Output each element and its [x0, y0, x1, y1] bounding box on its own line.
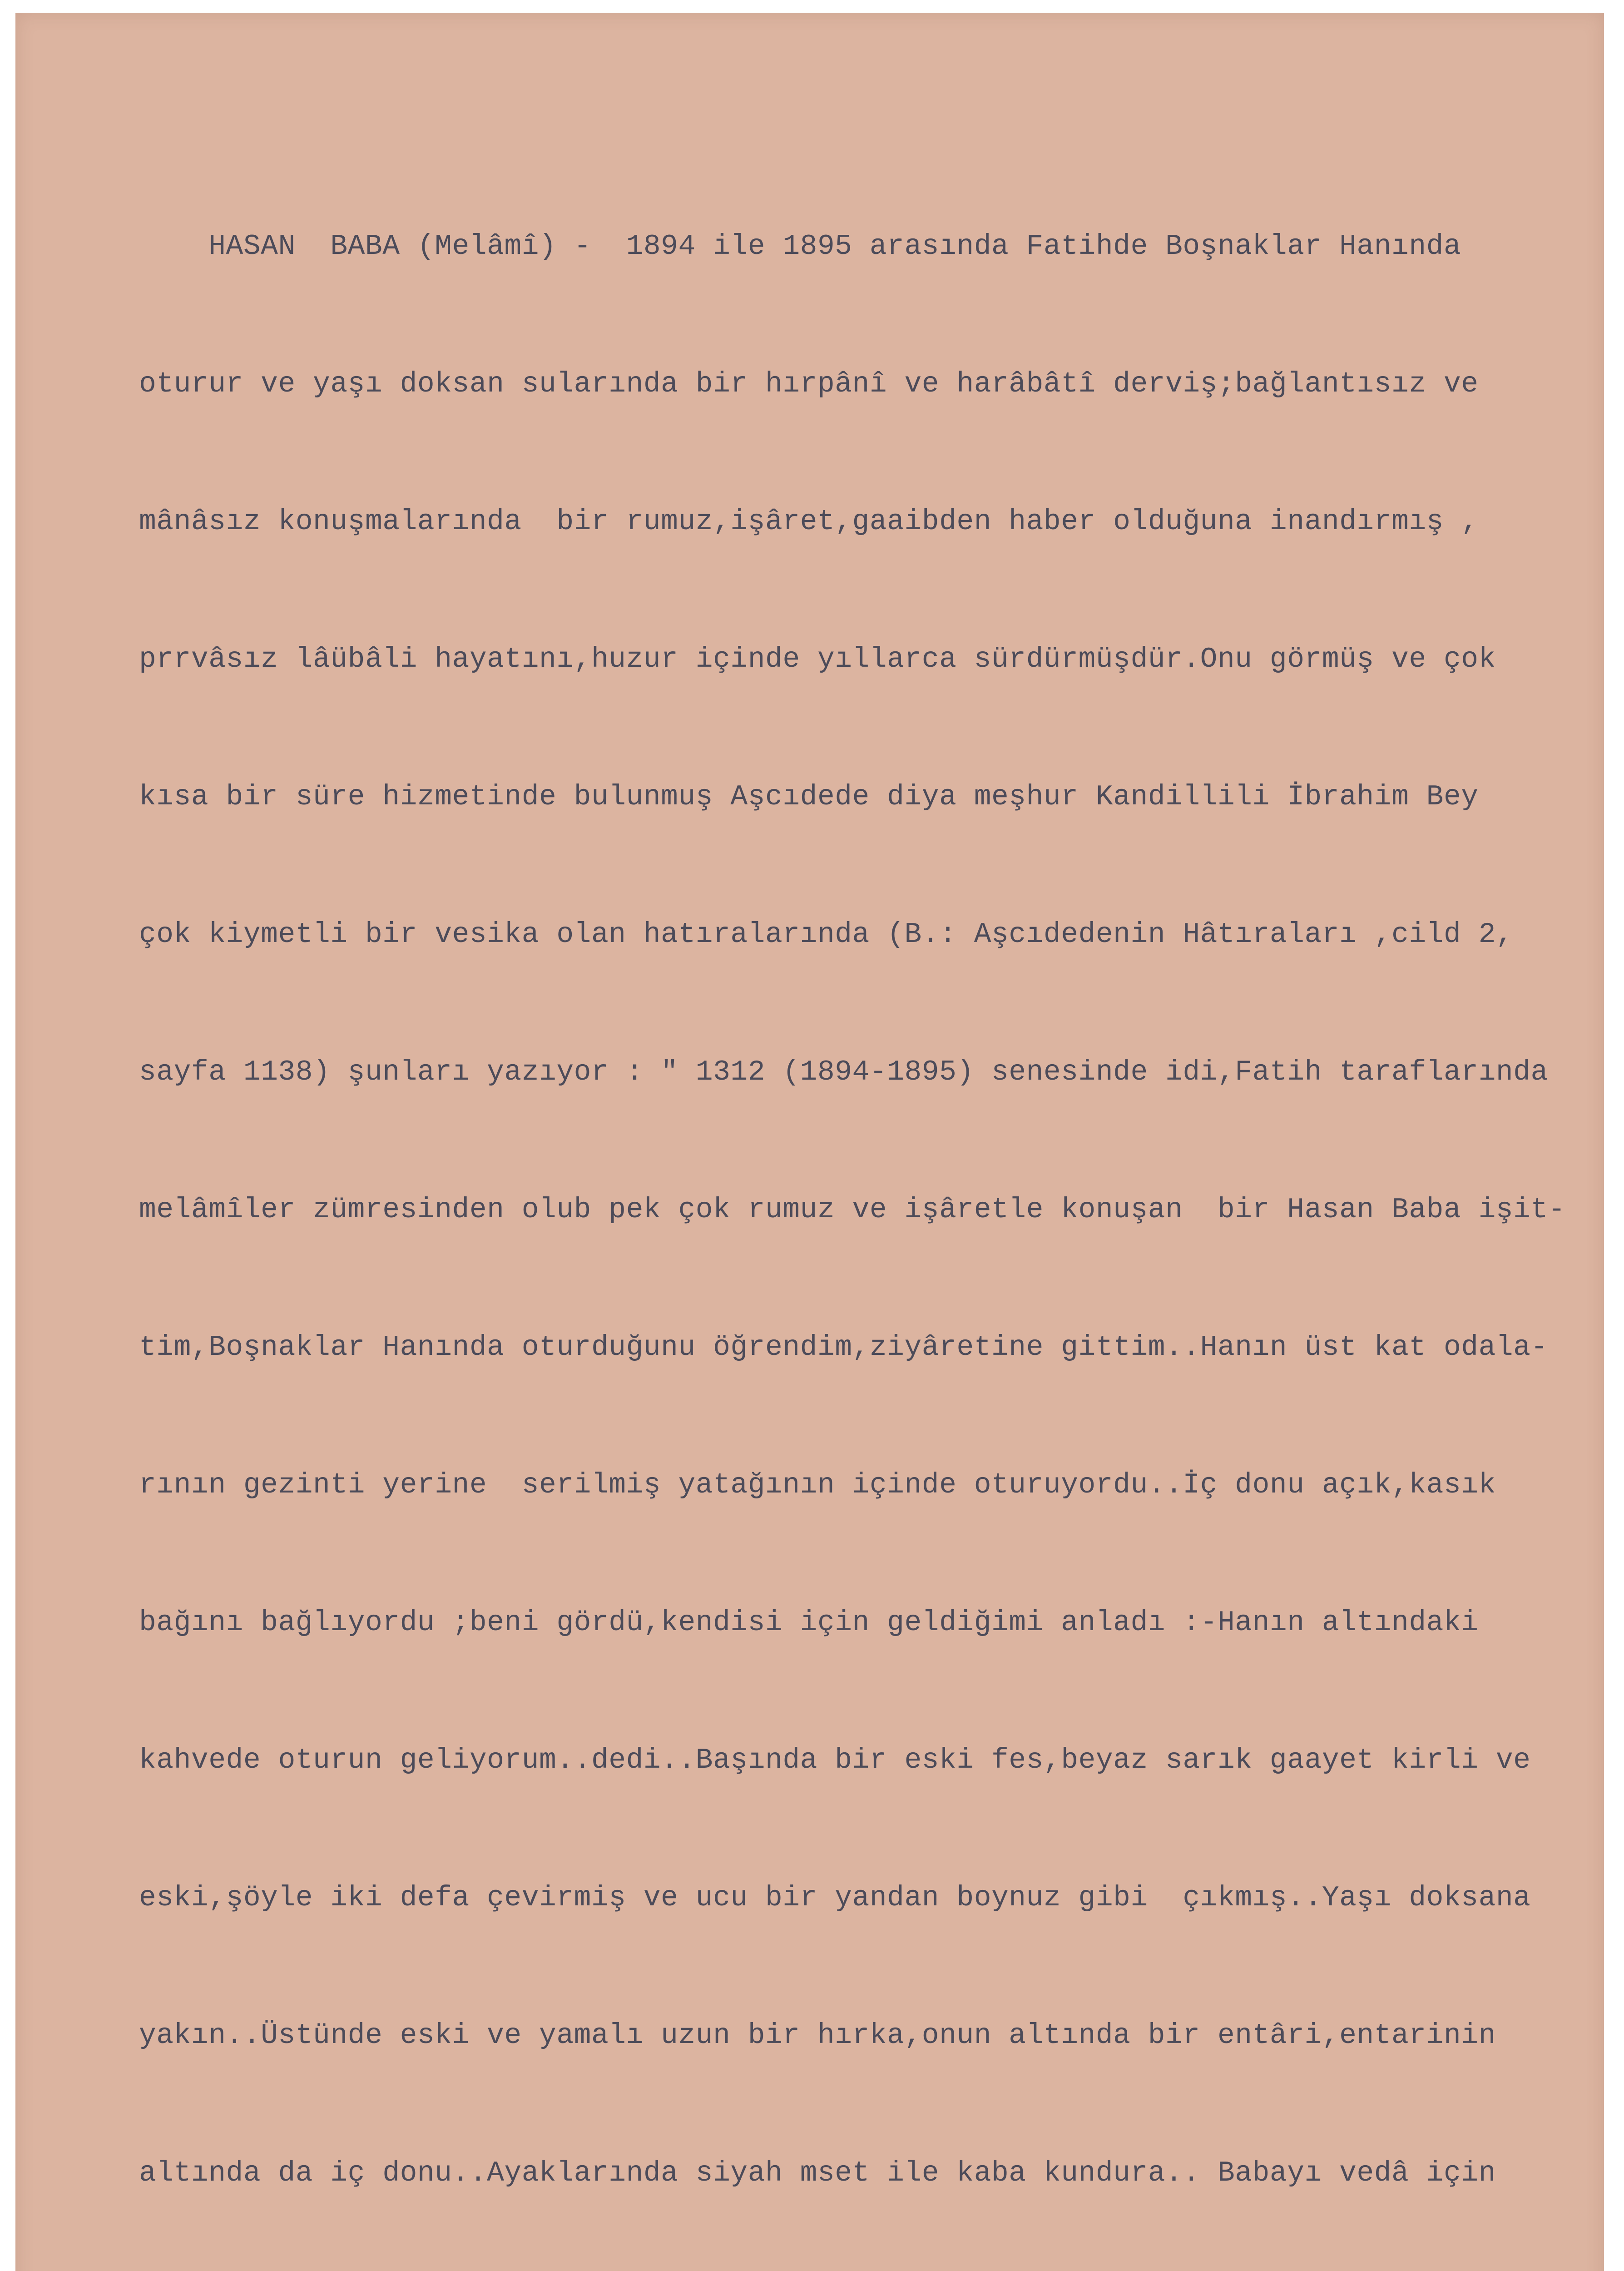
- text-line: prrvâsız lâübâli hayatını,huzur içinde yıllarca sürdürmüşdür.Onu görmüş ve çok: [139, 643, 1496, 675]
- text-line: çok kiymetli bir vesika olan hatıralarında (B.: Aşcıdedenin Hâtıraları ,cild 2,: [139, 918, 1514, 951]
- text-line: melâmîler zümresinden olub pek çok rumuz ve işâretle konuşan bir Hasan Baba işit-: [139, 1194, 1566, 1226]
- text-line: bağını bağlıyordu ;beni gördü,kendisi için geldiğimi anladı :-Hanın altındaki: [139, 1607, 1479, 1639]
- text-line: yakın..Üstünde eski ve yamalı uzun bir hırka,onun altında bir entâri,entarinin: [139, 2019, 1496, 2052]
- text-line: tim,Boşnaklar Hanında oturduğunu öğrendim,ziyâretine gittim..Hanın üst kat odala-: [139, 1331, 1548, 1364]
- text-line: mânâsız konuşmalarında bir rumuz,işâret,gaaibden haber olduğuna inandırmış ,: [139, 506, 1479, 538]
- text-line: HASAN BABA (Melâmî) - 1894 ile 1895 arasında Fatihde Boşnaklar Hanında: [139, 230, 1461, 263]
- document-body: [139, 132, 1619, 2271]
- text-line: altında da iç donu..Ayaklarında siyah mset ile kaba kundura.. Babayı vedâ için: [139, 2157, 1496, 2189]
- text-line: rının gezinti yerine serilmiş yatağının içinde oturuyordu..İç donu açık,kasık: [139, 1469, 1496, 1501]
- text-line: kahvede oturun geliyorum..dedi..Başında bir eski fes,beyaz sarık gaayet kirli ve: [139, 1744, 1531, 1776]
- typewritten-page: [15, 13, 1604, 2271]
- text-line: sayfa 1138) şunları yazıyor : " 1312 (1894-1895) senesinde idi,Fatih taraflarında: [139, 1056, 1548, 1088]
- text-line: eski,şöyle iki defa çevirmiş ve ucu bir yandan boynuz gibi çıkmış..Yaşı doksana: [139, 1882, 1531, 1914]
- text-line: kısa bir süre hizmetinde bulunmuş Aşcıdede diya meşhur Kandillili İbrahim Bey: [139, 781, 1479, 813]
- text-line: oturur ve yaşı doksan sularında bir hırpânî ve harâbâtî derviş;bağlantısız ve: [139, 368, 1479, 400]
